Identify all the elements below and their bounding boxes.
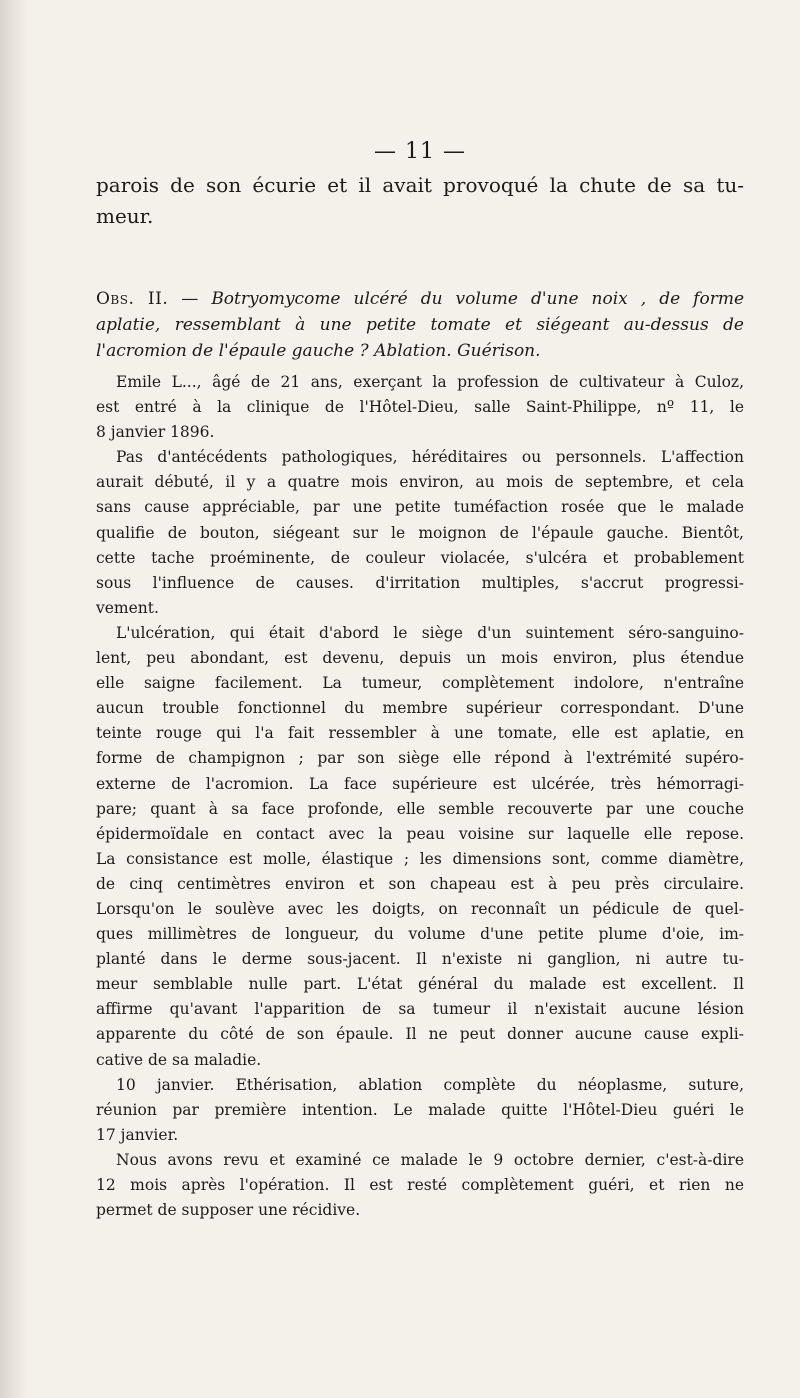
text-line: 8 janvier 1896.: [96, 423, 215, 442]
observation-title-line: [96, 286, 744, 312]
text-line: cative de sa maladie.: [96, 1050, 262, 1069]
observation-label: Obs. II.: [96, 289, 169, 309]
text-line: ques millimètres de longueur, du volume d'une petite plume d'oie, im-: [96, 925, 744, 944]
text-line: Lorsqu'on le soulève avec les doigts, on reconnaît un pédicule de quel-: [96, 899, 744, 918]
text-line: Emile L..., âgé de 21 ans, exerçant la profession de cultivateur à Culoz,: [116, 373, 744, 391]
text-line: de cinq centimètres environ et son chapeau est à peu près circulaire.: [96, 874, 744, 893]
text-line: externe de l'acromion. La face supérieure est ulcérée, très hémorragi-: [96, 774, 744, 793]
text-line: planté dans le derme sous-jacent. Il n'existe ni ganglion, ni autre tu-: [96, 950, 744, 969]
observation-body: [96, 370, 744, 1223]
text-line: La consistance est molle, élastique ; les dimensions sont, comme diamètre,: [96, 849, 744, 868]
text-line: sous l'influence de causes. d'irritation multiples, s'accrut progressi-: [96, 573, 744, 592]
paragraph: [96, 1073, 744, 1148]
text-line: lent, peu abondant, est devenu, depuis un mois environ, plus étendue: [96, 649, 744, 668]
text-line: pare; quant à sa face profonde, elle semble recouverte par une couche: [96, 799, 744, 818]
text-line: permet de supposer une récidive.: [96, 1201, 361, 1220]
text-line: elle saigne facilement. La tumeur, complètement indolore, n'entraîne: [96, 674, 744, 693]
text-line: aucun trouble fonctionnel du membre supérieur correspondant. D'une: [96, 699, 744, 718]
paragraph: [96, 370, 744, 445]
observation-title-line: aplatie, ressemblant à une petite tomate et siégeant au-dessus de: [96, 315, 744, 335]
text-line: qualifie de bouton, siégeant sur le moignon de l'épaule gauche. Bientôt,: [96, 523, 744, 542]
text-line: est entré à la clinique de l'Hôtel-Dieu, salle Saint-Philippe, nº 11, le: [96, 398, 744, 417]
text-line: sans cause appréciable, par une petite tuméfaction rosée que le malade: [96, 498, 744, 517]
observation-dash: —: [168, 289, 212, 309]
observation-title-part: Botryomycome ulcéré du volume d'une noix , de forme: [211, 289, 744, 309]
text-line: parois de son écurie et il avait provoqué la chute de sa tu-: [96, 173, 744, 197]
text-line: réunion par première intention. Le malade quitte l'Hôtel-Dieu guéri le: [96, 1100, 744, 1119]
text-line: Pas d'antécédents pathologiques, héréditaires ou personnels. L'affection: [116, 448, 744, 467]
observation-title-line: l'acromion de l'épaule gauche ? Ablation. Guérison.: [96, 341, 541, 361]
continued-text: [96, 170, 744, 232]
text-line: affirme qu'avant l'apparition de sa tumeur il n'existait aucune lésion: [96, 1000, 744, 1019]
text-line: meur semblable nulle part. L'état général du malade est excellent. Il: [96, 975, 744, 994]
text-line: cette tache proéminente, de couleur violacée, s'ulcéra et probablement: [96, 548, 744, 567]
text-line: meur.: [96, 204, 154, 228]
text-line: épidermoïdale en contact avec la peau voisine sur laquelle elle repose.: [96, 824, 744, 843]
text-line: L'ulcération, qui était d'abord le siège d'un suintement séro-sanguino-: [116, 623, 744, 642]
text-line: teinte rouge qui l'a fait ressembler à une tomate, elle est aplatie, en: [96, 724, 744, 743]
text-line: 10 janvier. Ethérisation, ablation complète du néoplasme, suture,: [116, 1075, 744, 1094]
paragraph: [96, 1148, 744, 1223]
observation-heading: [96, 286, 744, 364]
text-line: 12 mois après l'opération. Il est resté complètement guéri, et rien ne: [96, 1176, 744, 1194]
paragraph: [96, 445, 744, 621]
text-line: 17 janvier.: [96, 1125, 179, 1144]
page-number: — 11 —: [374, 139, 466, 164]
text-line: forme de champignon ; par son siège elle répond à l'extrémité supéro-: [96, 749, 744, 768]
text-line: vement.: [96, 598, 159, 617]
text-line: apparente du côté de son épaule. Il ne peut donner aucune cause expli-: [96, 1025, 744, 1044]
text-line: aurait débuté, il y a quatre mois environ, au mois de septembre, et cela: [96, 473, 744, 492]
text-line: Nous avons revu et examiné ce malade le 9 octobre dernier, c'est-à-dire: [116, 1150, 744, 1169]
page-edge-shadow: [0, 0, 28, 1398]
paragraph: [96, 621, 744, 1073]
